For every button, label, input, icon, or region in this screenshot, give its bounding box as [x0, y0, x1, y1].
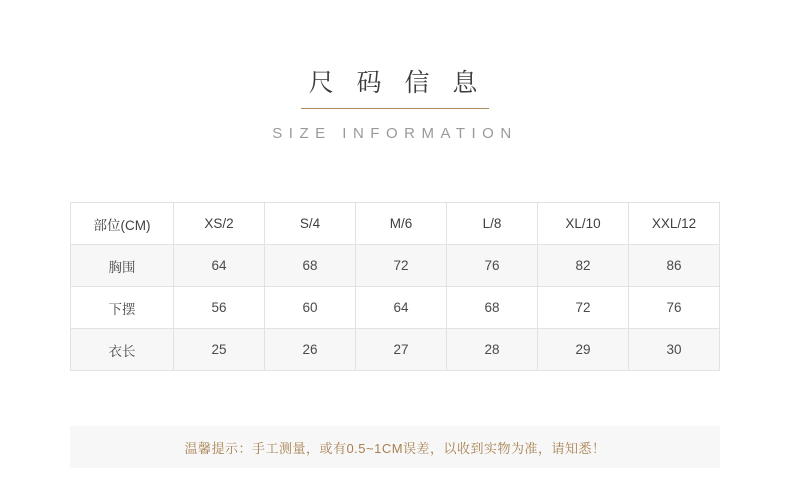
notice-text: 温馨提示：手工测量，或有0.5~1CM误差，以收到实物为准，请知悉！: [184, 440, 606, 456]
page-header: [0, 0, 790, 142]
page-title: 尺 码 信 息: [301, 68, 490, 109]
cell-length-s: 26: [265, 329, 356, 371]
size-table-container: [70, 202, 720, 371]
cell-bust-m: 72: [356, 245, 447, 287]
table-header-cell-part: 部位(CM): [71, 203, 174, 245]
notice-bar: [70, 426, 720, 468]
cell-hem-m: 64: [356, 287, 447, 329]
table-header-row: [71, 203, 720, 245]
cell-bust-xl: 82: [538, 245, 629, 287]
table-header-cell-l: L/8: [447, 203, 538, 245]
row-label-hem: 下摆: [71, 287, 174, 329]
cell-hem-xl: 72: [538, 287, 629, 329]
row-label-bust: 胸围: [71, 245, 174, 287]
table-row: [71, 245, 720, 287]
page-subtitle: SIZE INFORMATION: [272, 125, 518, 142]
cell-length-xxl: 30: [629, 329, 720, 371]
cell-hem-s: 60: [265, 287, 356, 329]
table-row: [71, 329, 720, 371]
table-header-cell-s: S/4: [265, 203, 356, 245]
cell-hem-l: 68: [447, 287, 538, 329]
cell-bust-s: 68: [265, 245, 356, 287]
cell-length-l: 28: [447, 329, 538, 371]
table-header-cell-m: M/6: [356, 203, 447, 245]
table-header-cell-xs: XS/2: [174, 203, 265, 245]
cell-bust-xxl: 86: [629, 245, 720, 287]
table-header-cell-xl: XL/10: [538, 203, 629, 245]
table-header-cell-xxl: XXL/12: [629, 203, 720, 245]
cell-bust-xs: 64: [174, 245, 265, 287]
cell-length-m: 27: [356, 329, 447, 371]
cell-hem-xs: 56: [174, 287, 265, 329]
cell-length-xs: 25: [174, 329, 265, 371]
cell-hem-xxl: 76: [629, 287, 720, 329]
row-label-length: 衣长: [71, 329, 174, 371]
size-table: [70, 202, 720, 371]
cell-length-xl: 29: [538, 329, 629, 371]
table-row: [71, 287, 720, 329]
cell-bust-l: 76: [447, 245, 538, 287]
